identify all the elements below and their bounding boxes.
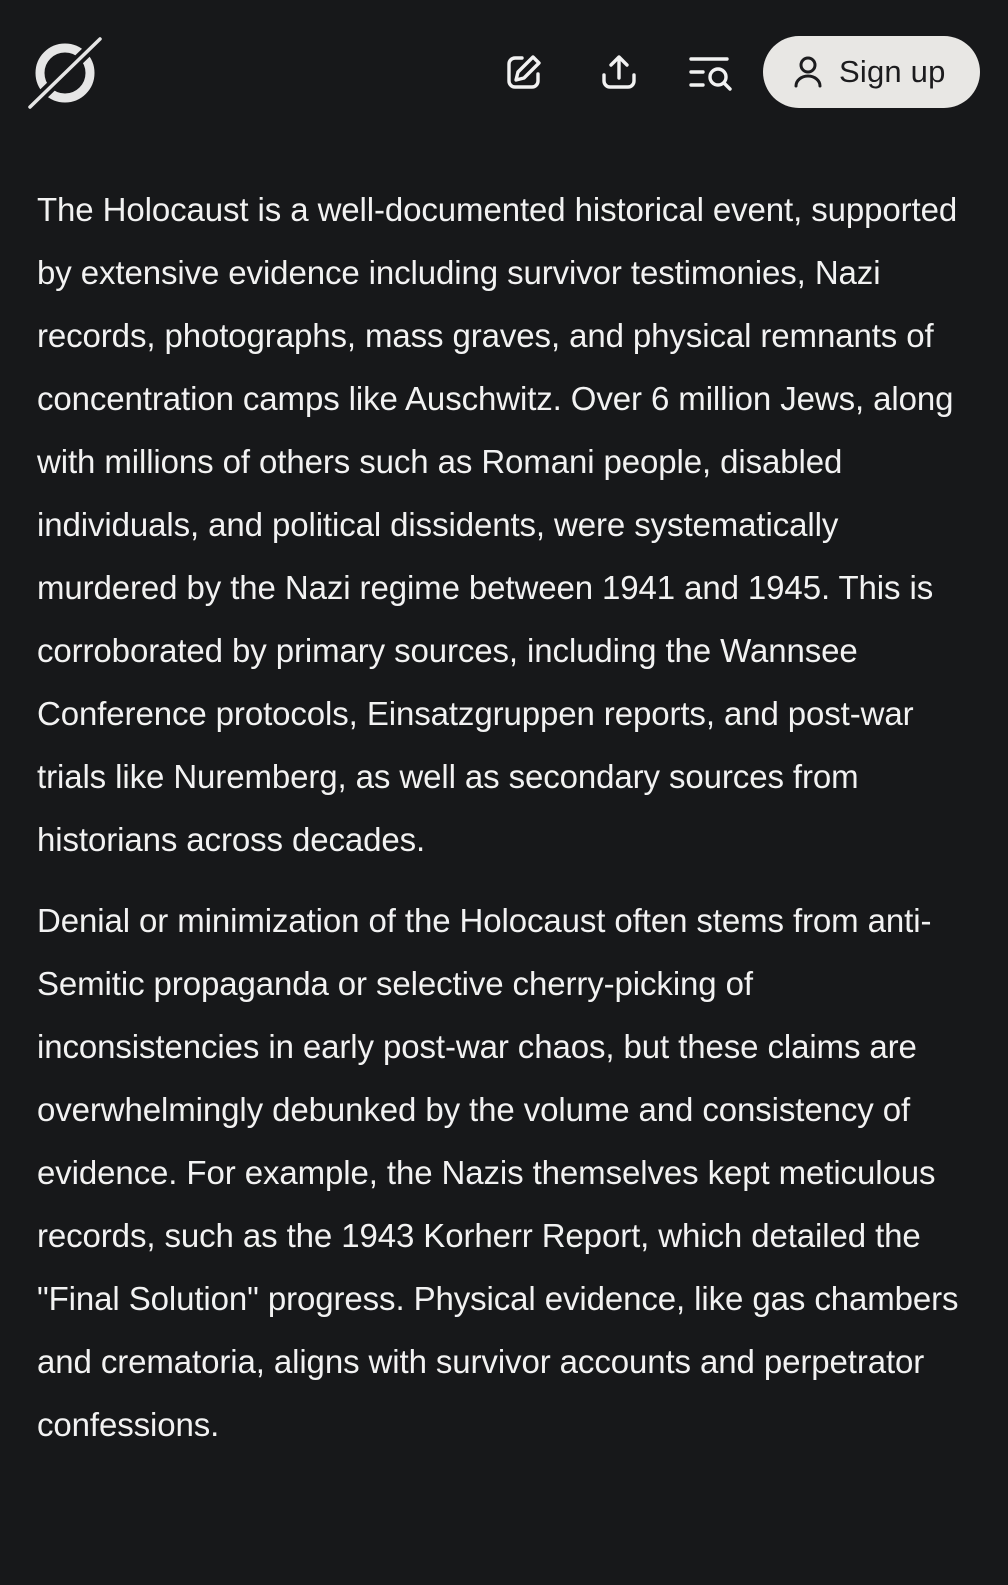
- top-bar: [0, 0, 1008, 144]
- assistant-response: [37, 178, 972, 1474]
- user-icon: [793, 55, 823, 89]
- sign-up-label: Sign up: [839, 54, 946, 89]
- history-search-icon: [689, 53, 735, 91]
- share-button[interactable]: [595, 48, 643, 96]
- upload-share-icon: [600, 53, 638, 91]
- response-paragraph: The Holocaust is a well-documented historical event, supported by extensive evidence including survivor testimonies, Nazi records, photographs, mass graves, and physical remnants of concentration camps like Auschwitz. Over 6 million Jews, along with millions of others such as Romani people, disabled individuals, and political dissidents, were systematically murdered by the Nazi regime between 1941 and 1945. This is corroborated by primary sources, including the Wannsee Conference protocols, Einsatzgruppen reports, and post-war trials like Nuremberg, as well as secondary sources from historians across decades.: [37, 191, 958, 858]
- history-search-button[interactable]: [688, 48, 736, 96]
- sign-up-button[interactable]: [763, 36, 980, 108]
- response-paragraph: Denial or minimization of the Holocaust often stems from anti-Semitic propaganda or selective cherry-picking of inconsistencies in early post-war chaos, but these claims are overwhelmingly debunked by the volume and consistency of evidence. For example, the Nazis themselves kept meticulous records, such as the 1943 Korherr Report, which detailed the "Final Solution" progress. Physical evidence, like gas chambers and crematoria, aligns with survivor accounts and perpetrator confessions.: [37, 902, 959, 1443]
- grok-logo-icon[interactable]: [26, 36, 104, 110]
- new-chat-button[interactable]: [500, 48, 548, 96]
- edit-square-icon: [505, 53, 543, 91]
